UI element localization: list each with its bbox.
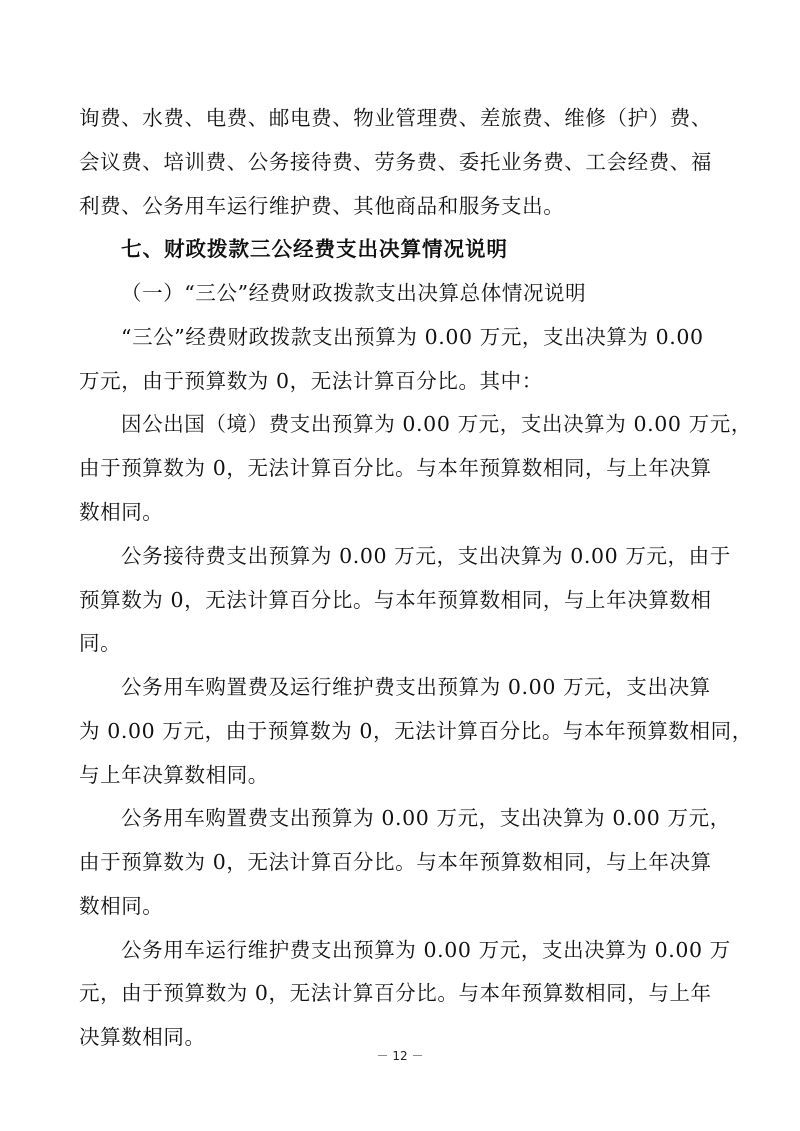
text-line: 询费、水费、电费、邮电费、物业管理费、差旅费、维修（护）费、 xyxy=(79,106,712,130)
text-line: 公务用车运行维护费支出预算为 0.00 万元，支出决算为 0.00 万 xyxy=(121,938,731,962)
text-line: 公务接待费支出预算为 0.00 万元，支出决算为 0.00 万元，由于 xyxy=(121,544,731,568)
text-line: 利费、公务用车运行维护费、其他商品和服务支出。 xyxy=(79,194,565,218)
text-line: 决算数相同。 xyxy=(79,1025,206,1049)
page-number: － 12 － xyxy=(376,1049,424,1063)
text-line: 预算数为 0，无法计算百分比。与本年预算数相同，与上年决算数相 xyxy=(79,588,712,612)
text-line: 由于预算数为 0，无法计算百分比。与本年预算数相同，与上年决算 xyxy=(79,850,712,874)
text-line: 数相同。 xyxy=(79,894,164,918)
text-line: 由于预算数为 0，无法计算百分比。与本年预算数相同，与上年决算 xyxy=(79,456,712,480)
text-line: 同。 xyxy=(79,631,122,655)
text-line: 数相同。 xyxy=(79,500,164,524)
text-line: 与上年决算数相同。 xyxy=(79,763,269,787)
text-line: 公务用车购置费及运行维护费支出预算为 0.00 万元，支出决算 xyxy=(121,675,711,699)
text-line: 因公出国（境）费支出预算为 0.00 万元，支出决算为 0.00 万元， xyxy=(121,412,752,436)
text-line: 元，由于预算数为 0，无法计算百分比。与本年预算数相同，与上年 xyxy=(79,981,712,1005)
text-line: 为 0.00 万元，由于预算数为 0，无法计算百分比。与本年预算数相同， xyxy=(79,719,753,743)
subsection-heading: （一）“三公”经费财政拨款支出决算总体情况说明 xyxy=(121,281,587,305)
text-line: 万元，由于预算数为 0，无法计算百分比。其中： xyxy=(79,369,543,393)
section-heading: 七、财政拨款三公经费支出决算情况说明 xyxy=(121,237,508,261)
text-line: 公务用车购置费支出预算为 0.00 万元，支出决算为 0.00 万元， xyxy=(121,806,731,830)
text-line: 会议费、培训费、公务接待费、劳务费、委托业务费、工会经费、福 xyxy=(79,150,712,174)
text-line: “三公”经费财政拨款支出预算为 0.00 万元，支出决算为 0.00 xyxy=(121,325,704,349)
